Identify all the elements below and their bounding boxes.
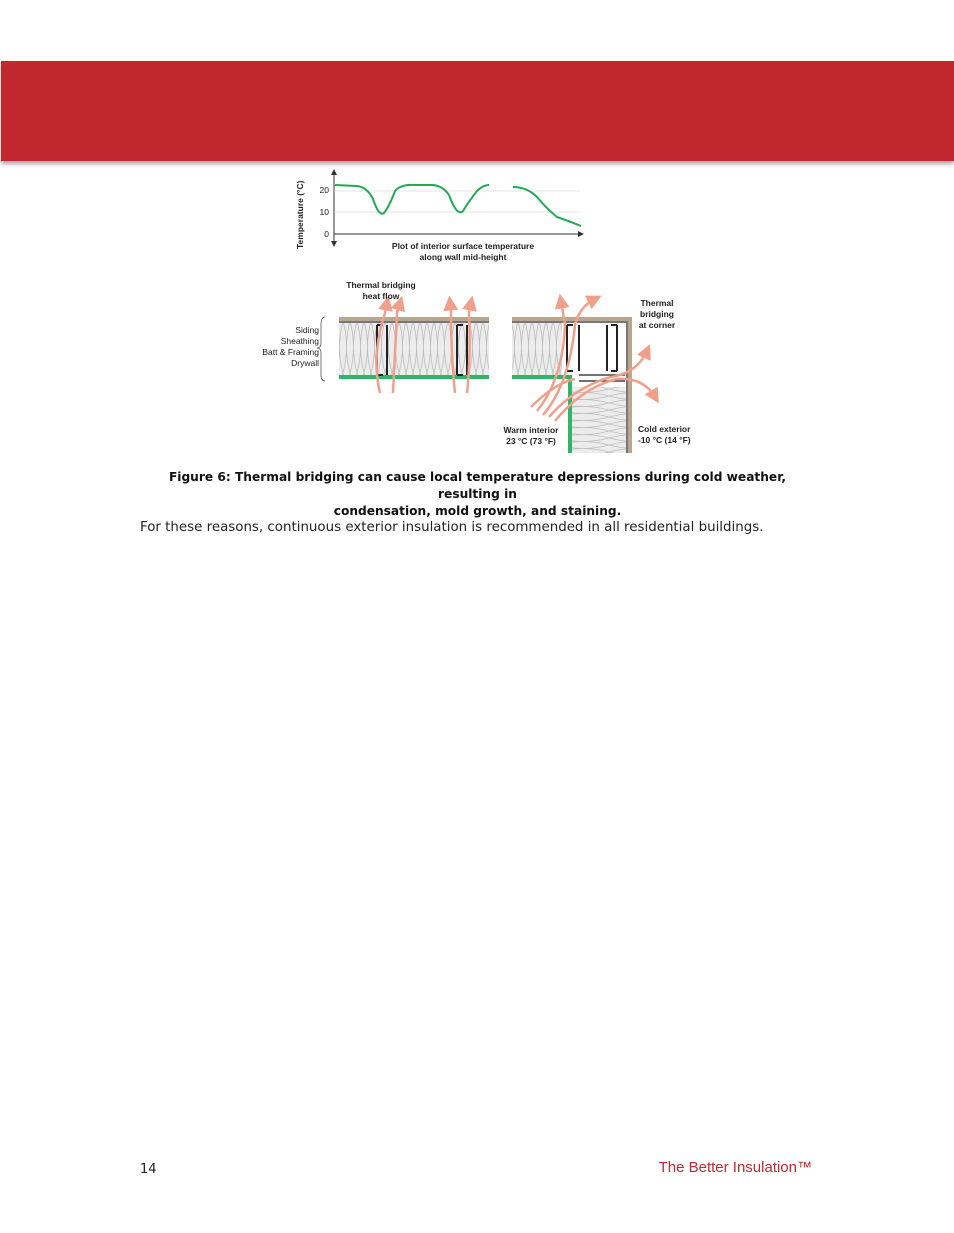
heat-flow-label-2: heat flow (362, 291, 400, 301)
caption-line-1: Figure 6: Thermal bridging can cause local temperature depressions during cold weather, resulting in (168, 470, 787, 501)
corner-label-1: Thermal (640, 298, 674, 308)
chart-xlabel-1: Plot of interior surface temperature (391, 241, 535, 251)
layer-siding: Siding (295, 325, 319, 335)
thermal-bridging-figure (245, 165, 715, 460)
corner-label-2: bridging (640, 309, 674, 319)
y-tick-10: 10 (319, 207, 329, 217)
figure-caption (140, 469, 815, 520)
y-tick-20: 20 (319, 185, 329, 195)
layer-batt: Batt & Framing (262, 347, 319, 357)
heat-flow-label-1: Thermal bridging (346, 280, 416, 290)
layer-drywall: Drywall (291, 358, 319, 368)
header-band (1, 61, 954, 161)
body-paragraph: For these reasons, continuous exterior insulation is recommended in all residential buildings. (140, 520, 764, 535)
temperature-curve-right (513, 187, 581, 226)
warm-interior-temp: 23 °C (73 °F) (506, 436, 556, 446)
layer-sheathing: Sheathing (280, 336, 319, 346)
cold-exterior-label: Cold exterior (638, 424, 691, 434)
wall-section-straight (317, 303, 489, 393)
page-number: 14 (140, 1162, 157, 1177)
chart-ylabel: Temperature (°C) (295, 180, 305, 249)
cold-exterior-temp: -10 °C (14 °F) (638, 435, 691, 445)
temperature-chart (295, 169, 584, 262)
warm-interior-label: Warm interior (503, 425, 559, 435)
temperature-curve-left (335, 185, 489, 214)
chart-xlabel-2: along wall mid-height (419, 252, 507, 262)
caption-line-2: condensation, mold growth, and staining. (333, 504, 622, 518)
corner-label-3: at corner (638, 320, 676, 330)
footer-brand: The Better Insulation™ (658, 1159, 812, 1176)
y-tick-0: 0 (324, 229, 329, 239)
